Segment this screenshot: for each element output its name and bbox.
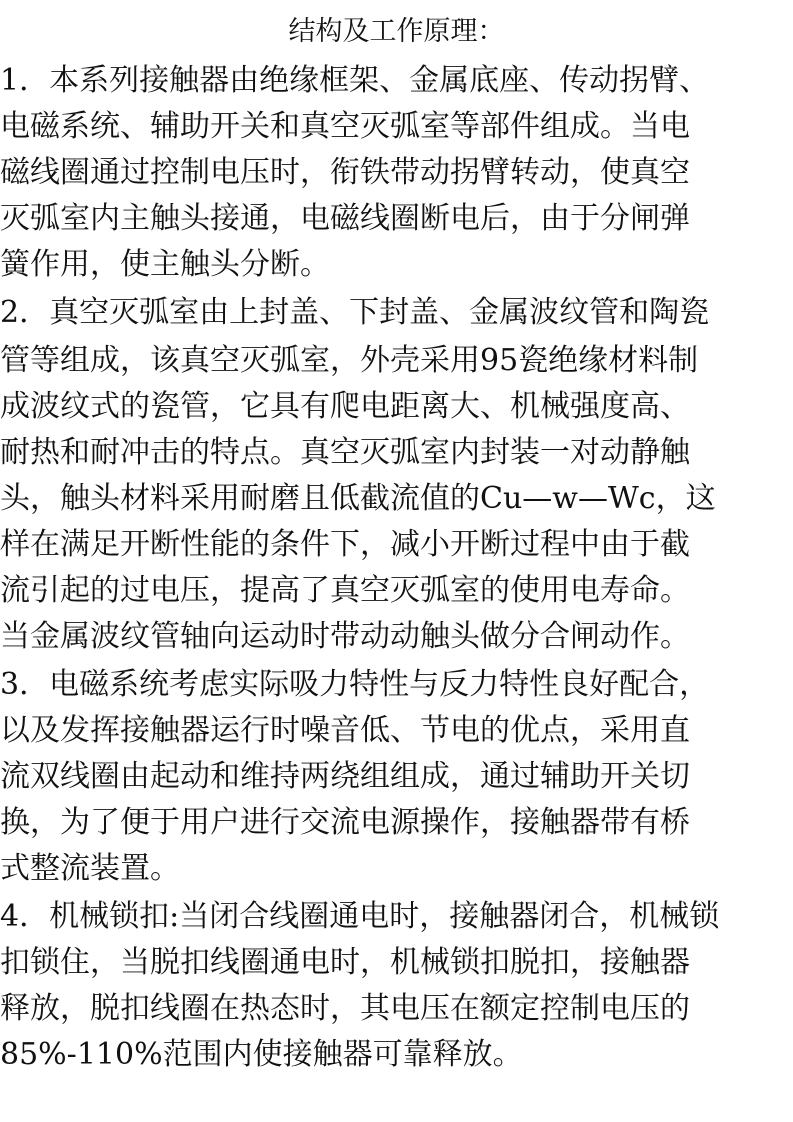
text-line-11: 样在满足开断性能的条件下，减小开断过程中由于截 xyxy=(0,527,690,562)
text-line-10: 头，触头材料采用耐磨且低截流值的Cu—w—Wc，这 xyxy=(0,481,716,516)
text-line-5: 簧作用，使主触头分断。 xyxy=(0,247,330,282)
text-line-21: 释放，脱扣线圈在热态时，其电压在额定控制电压的 xyxy=(0,991,690,1026)
text-line-14: 3．电磁系统考虑实际吸力特性与反力特性良好配合， xyxy=(0,667,710,702)
text-line-16: 流双线圈由起动和维持两绕组组成，通过辅助开关切 xyxy=(0,759,690,794)
text-line-18: 式整流装置。 xyxy=(0,851,180,886)
text-line-15: 以及发挥接触器运行时噪音低、节电的优点，采用直 xyxy=(0,713,690,748)
text-line-6: 2．真空灭弧室由上封盖、下封盖、金属波纹管和陶瓷 xyxy=(0,295,710,330)
text-line-20: 扣锁住，当脱扣线圈通电时，机械锁扣脱扣，接触器 xyxy=(0,945,690,980)
text-line-2: 电磁系统、辅助开关和真空灭弧室等部件组成。当电 xyxy=(0,109,690,144)
text-line-17: 换，为了便于用户进行交流电源操作，接触器带有桥 xyxy=(0,805,690,840)
text-line-19: 4．机械锁扣:当闭合线圈通电时，接触器闭合，机械锁 xyxy=(0,899,720,934)
text-line-1: 1．本系列接触器由绝缘框架、金属底座、传动拐臂、 xyxy=(0,63,710,98)
text-line-9: 耐热和耐冲击的特点。真空灭弧室内封装一对动静触 xyxy=(0,435,690,470)
text-line-4: 灭弧室内主触头接通，电磁线圈断电后，由于分闸弹 xyxy=(0,201,690,236)
text-line-13: 当金属波纹管轴向运动时带动动触头做分合闸动作。 xyxy=(0,619,690,654)
text-line-12: 流引起的过电压，提高了真空灭弧室的使用电寿命。 xyxy=(0,573,690,608)
text-line-7: 管等组成，该真空灭弧室，外壳采用95瓷绝缘材料制 xyxy=(0,343,699,378)
page-title: 结构及工作原理： xyxy=(288,16,505,47)
text-line-22: 85%-110%范围内使接触器可靠释放。 xyxy=(0,1037,523,1072)
text-line-3: 磁线圈通过控制电压时，衔铁带动拐臂转动，使真空 xyxy=(0,155,690,190)
text-line-8: 成波纹式的瓷管，它具有爬电距离大、机械强度高、 xyxy=(0,389,690,424)
